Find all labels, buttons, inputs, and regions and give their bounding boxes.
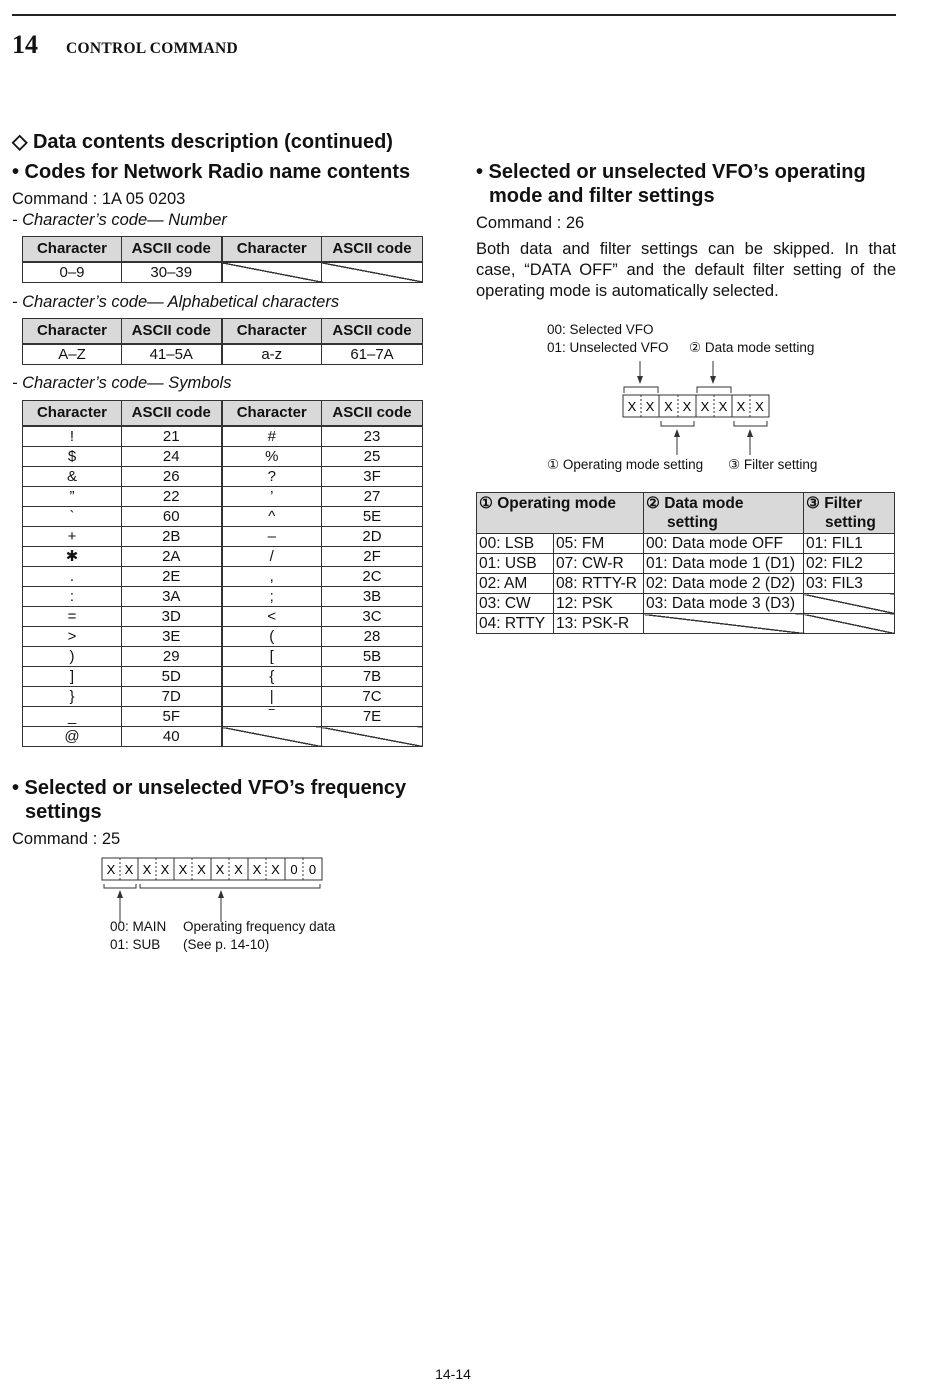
diag-opmode-label: ① Operating mode setting [547, 457, 704, 472]
chapter-number: 14 [12, 30, 38, 59]
table-cell: 3D [122, 607, 222, 627]
table-cell: 27 [322, 487, 423, 507]
col-header: Character [222, 319, 322, 345]
empty-cell [804, 594, 895, 614]
table-cell: + [23, 527, 122, 547]
col-header: Character [23, 319, 122, 345]
freq-command: Command : 25 [12, 830, 121, 848]
table-row [23, 487, 423, 507]
table-cell: 00: Data mode OFF [644, 534, 804, 554]
table-cell: ” [23, 487, 122, 507]
table-cell: 24 [122, 447, 222, 467]
table-row [23, 344, 423, 365]
table-cell: 2F [322, 547, 423, 567]
table-row [477, 554, 895, 574]
symbols-caption: - Character’s code— Symbols [12, 374, 232, 392]
table-cell: % [222, 447, 322, 467]
table-row [23, 707, 423, 727]
table-cell: [ [222, 647, 322, 667]
mode-cell: X [645, 399, 655, 414]
table-cell: 02: Data mode 2 (D2) [644, 574, 804, 594]
mode-cell: X [755, 399, 764, 414]
table-cell: 21 [122, 426, 222, 447]
table-cell: $ [23, 447, 122, 467]
col-header-opmode: ① Operating mode [477, 493, 644, 534]
mode-cell: X [718, 399, 728, 414]
page-number: 14-14 [435, 1366, 471, 1382]
col-header: Character [222, 401, 322, 427]
header-line: ② Data mode [646, 495, 744, 512]
table-row [23, 587, 423, 607]
header-line: setting [825, 514, 876, 531]
table-cell: 2C [322, 567, 423, 587]
table-row [23, 667, 423, 687]
table-row [23, 687, 423, 707]
table-cell: a-z [222, 344, 322, 365]
table-cell: 05: FM [554, 534, 644, 554]
empty-cell [644, 614, 804, 634]
mode-cell: X [682, 399, 692, 414]
table-cell: 12: PSK [554, 594, 644, 614]
table-cell: 5E [322, 507, 423, 527]
table-cell: _ [23, 707, 122, 727]
freq-label-ref: (See p. 14-10) [183, 937, 270, 952]
mode-paragraph-line2: case, “DATA OFF” and the default filter setting of the [476, 261, 896, 279]
table-cell: 07: CW-R [554, 554, 644, 574]
table-cell: 01: FIL1 [804, 534, 895, 554]
table-cell: 01: Data mode 1 (D1) [644, 554, 804, 574]
table-cell: & [23, 467, 122, 487]
table-cell: { [222, 667, 322, 687]
table-cell: 08: RTTY-R [554, 574, 644, 594]
empty-cell [322, 262, 423, 283]
table-cell: : [23, 587, 122, 607]
diag-datamode-label: ② Data mode setting [689, 340, 815, 355]
table-cell: 3F [322, 467, 423, 487]
table-cell: 02: FIL2 [804, 554, 895, 574]
table-cell: 40 [122, 727, 222, 747]
table-cell: 3E [122, 627, 222, 647]
table-row [23, 447, 423, 467]
table-cell: 7E [322, 707, 423, 727]
table-row [23, 507, 423, 527]
col-header: ASCII code [322, 319, 423, 345]
mode-title-line1: • Selected or unselected VFO’s operating [476, 161, 866, 183]
table-cell: , [222, 567, 322, 587]
table-cell: ‾ [222, 707, 322, 727]
freq-label-sub: 01: SUB [110, 937, 161, 952]
table-row [23, 262, 423, 283]
table-cell: ! [23, 426, 122, 447]
table-cell: = [23, 607, 122, 627]
table-cell: 7B [322, 667, 423, 687]
number-table [22, 236, 423, 283]
freq-title-line2: settings [25, 801, 102, 823]
freq-label-data: Operating frequency data [183, 919, 336, 934]
table-cell: 60 [122, 507, 222, 527]
table-cell: 25 [322, 447, 423, 467]
mode-cell: X [700, 399, 710, 414]
table-cell: 23 [322, 426, 423, 447]
freq-label-main: 00: MAIN [110, 919, 167, 934]
network-radio-title: • Codes for Network Radio name contents [12, 161, 411, 183]
mode-paragraph-line3: operating mode is automatically selected. [476, 282, 779, 300]
table-cell: 26 [122, 467, 222, 487]
empty-cell [322, 727, 423, 747]
digit-cell: X [160, 862, 170, 877]
digit-cell: 0 [308, 862, 317, 877]
col-header: ASCII code [122, 401, 222, 427]
table-cell: ( [222, 627, 322, 647]
digit-cell: X [215, 862, 225, 877]
table-cell: ? [222, 467, 322, 487]
table-cell: 3A [122, 587, 222, 607]
table-cell: 03: CW [477, 594, 554, 614]
col-header: Character [23, 401, 122, 427]
table-cell: 41–5A [122, 344, 222, 365]
table-cell: 04: RTTY [477, 614, 554, 634]
table-cell: 02: AM [477, 574, 554, 594]
table-row [23, 607, 423, 627]
table-row [477, 614, 895, 634]
table-cell: @ [23, 727, 122, 747]
mode-table [476, 492, 895, 634]
empty-cell [222, 262, 322, 283]
table-cell: . [23, 567, 122, 587]
table-cell: 0–9 [23, 262, 122, 283]
network-radio-command: Command : 1A 05 0203 [12, 190, 186, 208]
col-header-datamode [644, 493, 804, 534]
table-cell: 2D [322, 527, 423, 547]
table-cell: ^ [222, 507, 322, 527]
table-row [23, 627, 423, 647]
table-cell: # [222, 426, 322, 447]
mode-command: Command : 26 [476, 214, 585, 232]
table-cell: 3C [322, 607, 423, 627]
table-cell: 29 [122, 647, 222, 667]
empty-cell [222, 727, 322, 747]
col-header: ASCII code [322, 237, 423, 263]
header-line: setting [667, 514, 718, 531]
mode-cell: X [627, 399, 637, 414]
mode-cell: X [664, 399, 673, 414]
table-cell: 7D [122, 687, 222, 707]
table-cell: < [222, 607, 322, 627]
table-row [23, 727, 423, 747]
table-row [477, 574, 895, 594]
mode-diagram [610, 355, 780, 460]
digit-cell: X [197, 862, 206, 877]
digit-cell: X [142, 862, 152, 877]
section-heading: ◇ Data contents description (continued) [12, 131, 393, 153]
chapter-title: CONTROL COMMAND [66, 40, 238, 57]
table-cell: – [222, 527, 322, 547]
digit-cell: X [106, 862, 116, 877]
mode-cell: X [736, 399, 746, 414]
table-cell: / [222, 547, 322, 567]
table-row [23, 527, 423, 547]
digit-cell: X [271, 862, 280, 877]
table-cell: } [23, 687, 122, 707]
digit-cell: 0 [290, 862, 298, 877]
col-header: ASCII code [322, 401, 423, 427]
col-header: ASCII code [122, 237, 222, 263]
col-header: Character [23, 237, 122, 263]
table-cell: 2A [122, 547, 222, 567]
table-cell: 5F [122, 707, 222, 727]
digit-cell: X [178, 862, 188, 877]
table-row [23, 567, 423, 587]
table-cell: | [222, 687, 322, 707]
table-cell: 30–39 [122, 262, 222, 283]
table-row [23, 426, 423, 447]
diag-selected-label: 00: Selected VFO [547, 322, 654, 337]
table-cell: ] [23, 667, 122, 687]
table-row [23, 647, 423, 667]
table-cell: ` [23, 507, 122, 527]
number-caption: - Character’s code— Number [12, 211, 227, 229]
table-cell: ✱ [23, 547, 122, 567]
table-cell: 28 [322, 627, 423, 647]
mode-paragraph-line1: Both data and filter settings can be skipped. In that [476, 240, 896, 258]
table-cell: 5D [122, 667, 222, 687]
freq-title-line1: • Selected or unselected VFO’s frequency [12, 777, 407, 799]
header-line: ③ Filter [806, 495, 863, 512]
col-header: Character [222, 237, 322, 263]
col-header-filter [804, 493, 895, 534]
table-cell: 01: USB [477, 554, 554, 574]
table-cell: 03: FIL3 [804, 574, 895, 594]
table-cell: ; [222, 587, 322, 607]
table-cell: 22 [122, 487, 222, 507]
alpha-caption: - Character’s code— Alphabetical characters [12, 293, 340, 311]
symbols-table [22, 400, 423, 747]
diag-filter-label: ③ Filter setting [728, 457, 818, 472]
table-cell: > [23, 627, 122, 647]
table-cell: 61–7A [322, 344, 423, 365]
header-rule [12, 14, 896, 16]
table-cell: ’ [222, 487, 322, 507]
table-cell: 13: PSK-R [554, 614, 644, 634]
diag-unselected-label: 01: Unselected VFO [547, 340, 669, 355]
table-cell: 2E [122, 567, 222, 587]
table-row [23, 467, 423, 487]
table-cell: 7C [322, 687, 423, 707]
col-header: ASCII code [122, 319, 222, 345]
digit-cell: X [124, 862, 134, 877]
table-cell: 00: LSB [477, 534, 554, 554]
table-cell: 3B [322, 587, 423, 607]
alpha-table [22, 318, 423, 365]
table-cell: 03: Data mode 3 (D3) [644, 594, 804, 614]
mode-title-line2: mode and filter settings [489, 185, 715, 207]
table-cell: 5B [322, 647, 423, 667]
table-cell: ) [23, 647, 122, 667]
table-row [477, 534, 895, 554]
empty-cell [804, 614, 895, 634]
table-row [23, 547, 423, 567]
table-row [477, 594, 895, 614]
digit-cell: X [234, 862, 243, 877]
table-cell: A–Z [23, 344, 122, 365]
table-cell: 2B [122, 527, 222, 547]
digit-cell: X [252, 862, 262, 877]
